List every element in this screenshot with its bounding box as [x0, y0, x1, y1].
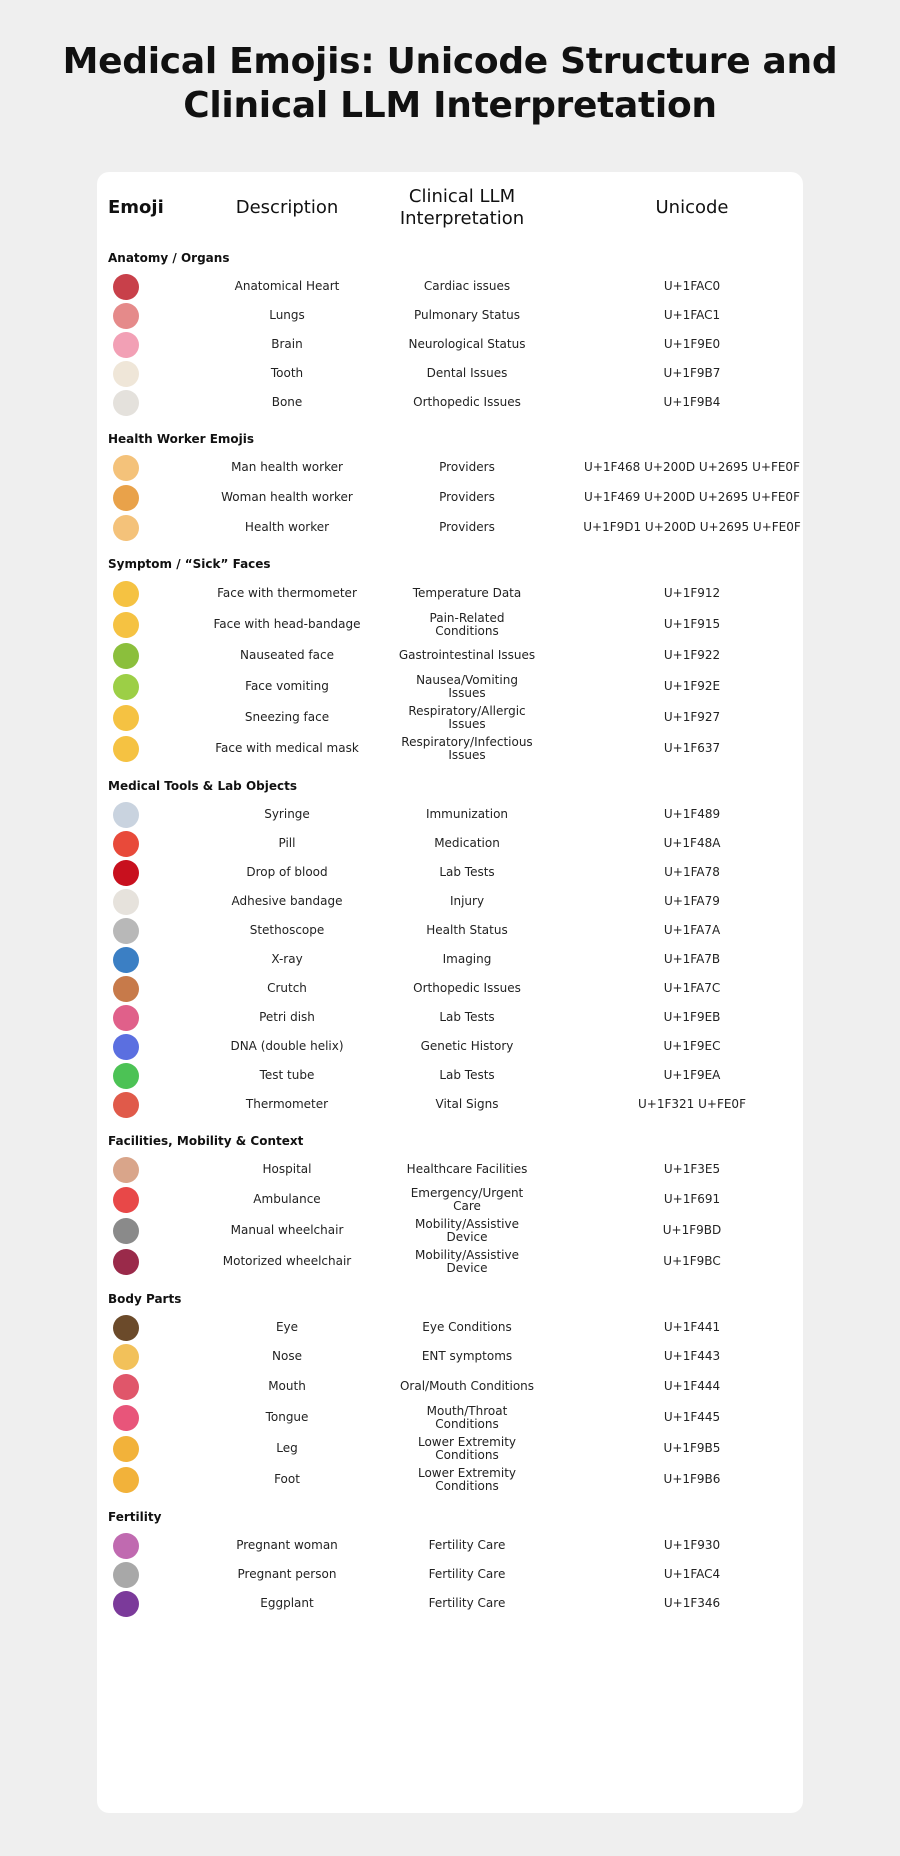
unicode-cell: U+1FA79: [664, 894, 720, 908]
emoji-cell: [111, 482, 141, 513]
unicode-cell: U+1F927: [663, 710, 721, 724]
unicode-cell: U+1F9B5: [663, 1441, 721, 1455]
interpretation-cell: Respiratory/Allergic Issues: [408, 703, 526, 731]
interpretation-cell: Emergency/Urgent Care: [410, 1185, 524, 1213]
emoji-cell: [111, 1061, 141, 1090]
interpretation-cell: Medication: [434, 836, 500, 850]
section-title: Medical Tools & Lab Objects: [108, 779, 297, 793]
health-worker-icon: [113, 515, 139, 541]
face-with-medical-mask-icon: [113, 736, 139, 762]
table-row: [97, 330, 803, 359]
motorized-wheelchair-icon: [113, 1249, 139, 1275]
section-title: Symptom / “Sick” Faces: [108, 557, 271, 571]
unicode-cell: U+1F443: [663, 1349, 721, 1363]
unicode-cell: U+1F92E: [663, 679, 721, 693]
emoji-cell: [111, 1313, 141, 1342]
unicode-cell: U+1F930: [663, 1538, 721, 1552]
unicode-cell: U+1FA7B: [663, 952, 721, 966]
emoji-cell: [111, 800, 141, 829]
unicode-cell: U+1F691: [663, 1192, 721, 1206]
manual-wheelchair-icon: [113, 1218, 139, 1244]
table-row: [97, 916, 803, 945]
interpretation-cell: Temperature Data: [412, 586, 522, 600]
face-vomiting-icon: [113, 674, 139, 700]
sneezing-face-icon: [113, 705, 139, 731]
interpretation-cell: Health Status: [426, 923, 508, 937]
emoji-cell: [111, 1371, 141, 1402]
emoji-cell: [111, 1184, 141, 1215]
description-cell: Hospital: [262, 1162, 312, 1176]
description-cell: Syringe: [264, 807, 310, 821]
eye-icon: [113, 1315, 139, 1341]
description-cell: Drop of blood: [246, 865, 328, 879]
crutch-icon: [113, 976, 139, 1002]
table-row: [97, 702, 803, 733]
description-cell: Eggplant: [260, 1596, 314, 1610]
description-cell: Manual wheelchair: [230, 1223, 344, 1237]
interpretation-cell: Healthcare Facilities: [406, 1162, 528, 1176]
description-cell: Thermometer: [245, 1097, 329, 1111]
interpretation-cell: Vital Signs: [435, 1097, 499, 1111]
unicode-cell: U+1F9E0: [663, 337, 721, 351]
interpretation-cell: Eye Conditions: [422, 1320, 512, 1334]
interpretation-cell: Orthopedic Issues: [413, 395, 521, 409]
description-cell: Leg: [276, 1441, 298, 1455]
foot-icon: [113, 1467, 139, 1493]
description-cell: X-ray: [271, 952, 303, 966]
unicode-cell: U+1F9B4: [663, 395, 721, 409]
interpretation-cell: Dental Issues: [426, 366, 508, 380]
emoji-cell: [111, 640, 141, 671]
table-row: [97, 829, 803, 858]
thermometer-icon: [113, 1092, 139, 1118]
table-row: [97, 301, 803, 330]
section-title: Anatomy / Organs: [108, 251, 230, 265]
interpretation-cell: Injury: [449, 894, 485, 908]
unicode-cell: U+1F441: [663, 1320, 721, 1334]
emoji-cell: [111, 1215, 141, 1246]
unicode-cell: U+1F9D1 U+200D U+2695 U+FE0F: [583, 520, 801, 534]
description-cell: Health worker: [244, 520, 330, 534]
face-with-head-bandage-icon: [113, 612, 139, 638]
petri-dish-icon: [113, 1005, 139, 1031]
face-with-thermometer-icon: [113, 581, 139, 607]
description-cell: Adhesive bandage: [231, 894, 343, 908]
emoji-cell: [111, 272, 141, 301]
man-health-worker-icon: [113, 455, 139, 481]
lungs-icon: [113, 303, 139, 329]
interpretation-cell: Fertility Care: [428, 1567, 506, 1581]
description-cell: Woman health worker: [221, 490, 353, 504]
table-row: [97, 1464, 803, 1495]
unicode-cell: U+1FA78: [664, 865, 720, 879]
description-cell: Stethoscope: [249, 923, 325, 937]
table-header: [97, 172, 803, 236]
unicode-cell: U+1F346: [663, 1596, 721, 1610]
table-row: [97, 1589, 803, 1618]
description-cell: Nose: [272, 1349, 302, 1363]
description-cell: Tooth: [270, 366, 304, 380]
interpretation-cell: Gastrointestinal Issues: [398, 648, 536, 662]
table-row: [97, 945, 803, 974]
interpretation-cell: Providers: [439, 520, 495, 534]
emoji-cell: [111, 330, 141, 359]
woman-health-worker-icon: [113, 485, 139, 511]
x-ray-icon: [113, 947, 139, 973]
table-row: [97, 1003, 803, 1032]
table-row: [97, 1061, 803, 1090]
unicode-cell: U+1F637: [663, 741, 721, 755]
emoji-cell: [111, 858, 141, 887]
interpretation-cell: Imaging: [442, 952, 492, 966]
interpretation-cell: Cardiac issues: [423, 279, 511, 293]
unicode-cell: U+1F912: [663, 586, 721, 600]
emoji-cell: [111, 733, 141, 764]
emoji-cell: [111, 916, 141, 945]
emoji-cell: [111, 609, 141, 640]
description-cell: Bone: [271, 395, 303, 409]
tongue-icon: [113, 1405, 139, 1431]
table-row: [97, 858, 803, 887]
page-title-line-1: Medical Emojis: Unicode Structure and: [62, 41, 838, 82]
emoji-cell: [111, 974, 141, 1003]
unicode-cell: U+1F915: [663, 617, 721, 631]
interpretation-cell: Fertility Care: [428, 1538, 506, 1552]
table-row: [97, 640, 803, 671]
unicode-cell: U+1F9EC: [663, 1039, 721, 1053]
table-row: [97, 887, 803, 916]
interpretation-cell: Immunization: [425, 807, 509, 821]
emoji-cell: [111, 1032, 141, 1061]
description-cell: Lungs: [269, 308, 305, 322]
interpretation-cell: Orthopedic Issues: [413, 981, 521, 995]
emoji-cell: [111, 359, 141, 388]
interpretation-cell: Providers: [439, 490, 495, 504]
table-row: [97, 272, 803, 301]
description-cell: Ambulance: [253, 1192, 321, 1206]
eggplant-icon: [113, 1591, 139, 1617]
unicode-cell: U+1FAC4: [663, 1567, 721, 1581]
nauseated-face-icon: [113, 643, 139, 669]
unicode-cell: U+1FA7C: [663, 981, 721, 995]
emoji-table: [97, 172, 803, 1813]
page-title-line-2: Clinical LLM Interpretation: [183, 85, 717, 126]
interpretation-cell: Mouth/Throat Conditions: [426, 1403, 508, 1431]
unicode-cell: U+1F9B7: [663, 366, 721, 380]
table-row: [97, 1184, 803, 1215]
unicode-cell: U+1F468 U+200D U+2695 U+FE0F: [584, 460, 800, 474]
hospital-icon: [113, 1157, 139, 1183]
description-cell: Pregnant person: [237, 1567, 337, 1581]
syringe-icon: [113, 802, 139, 828]
table-row: [97, 1246, 803, 1277]
interpretation-cell: Lower Extremity Conditions: [417, 1465, 517, 1493]
bone-icon: [113, 390, 139, 416]
unicode-cell: U+1F48A: [663, 836, 721, 850]
header-unicode: Unicode: [655, 197, 729, 218]
table-row: [97, 1402, 803, 1433]
table-row: [97, 974, 803, 1003]
emoji-cell: [111, 453, 141, 482]
unicode-cell: U+1F489: [663, 807, 721, 821]
table-row: [97, 609, 803, 640]
table-row: [97, 453, 803, 482]
emoji-cell: [111, 671, 141, 702]
ambulance-icon: [113, 1187, 139, 1213]
description-cell: Brain: [271, 337, 303, 351]
interpretation-cell: Neurological Status: [408, 337, 526, 351]
interpretation-cell: Lab Tests: [439, 865, 495, 879]
header-interpretation: Clinical LLM Interpretation: [399, 186, 525, 229]
unicode-cell: U+1F321 U+FE0F: [638, 1097, 746, 1111]
description-cell: Face with medical mask: [215, 741, 359, 755]
description-cell: Pill: [278, 836, 296, 850]
interpretation-cell: Fertility Care: [428, 1596, 506, 1610]
description-cell: Petri dish: [259, 1010, 315, 1024]
interpretation-cell: Pain-Related Conditions: [429, 610, 505, 638]
unicode-cell: U+1F3E5: [663, 1162, 721, 1176]
pregnant-person-icon: [113, 1562, 139, 1588]
emoji-cell: [111, 1464, 141, 1495]
emoji-cell: [111, 388, 141, 417]
description-cell: Sneezing face: [244, 710, 330, 724]
unicode-cell: U+1FAC0: [663, 279, 721, 293]
unicode-cell: U+1F9EB: [663, 1010, 721, 1024]
section-title: Fertility: [108, 1510, 162, 1524]
table-row: [97, 1433, 803, 1464]
table-row: [97, 1371, 803, 1402]
interpretation-cell: Respiratory/Infectious Issues: [401, 734, 533, 762]
brain-icon: [113, 332, 139, 358]
description-cell: Motorized wheelchair: [222, 1254, 352, 1268]
header-emoji: Emoji: [108, 197, 164, 218]
dna-icon: [113, 1034, 139, 1060]
unicode-cell: U+1F9EA: [663, 1068, 721, 1082]
section-title: Body Parts: [108, 1292, 182, 1306]
adhesive-bandage-icon: [113, 889, 139, 915]
table-row: [97, 578, 803, 609]
description-cell: Man health worker: [231, 460, 343, 474]
emoji-cell: [111, 1246, 141, 1277]
description-cell: Nauseated face: [239, 648, 334, 662]
emoji-cell: [111, 702, 141, 733]
table-row: [97, 482, 803, 513]
unicode-cell: U+1F469 U+200D U+2695 U+FE0F: [584, 490, 800, 504]
interpretation-cell: Mobility/Assistive Device: [415, 1247, 519, 1275]
interpretation-cell: Lower Extremity Conditions: [417, 1434, 517, 1462]
description-cell: Mouth: [268, 1379, 306, 1393]
unicode-cell: U+1FAC1: [663, 308, 721, 322]
test-tube-icon: [113, 1063, 139, 1089]
unicode-cell: U+1F9B6: [663, 1472, 721, 1486]
description-cell: Face vomiting: [245, 679, 329, 693]
table-row: [97, 513, 803, 542]
table-row: [97, 1155, 803, 1184]
unicode-cell: U+1F445: [663, 1410, 721, 1424]
section-title: Health Worker Emojis: [108, 432, 255, 446]
unicode-cell: U+1F444: [663, 1379, 721, 1393]
emoji-cell: [111, 945, 141, 974]
drop-of-blood-icon: [113, 860, 139, 886]
description-cell: Pregnant woman: [236, 1538, 338, 1552]
table-row: [97, 1090, 803, 1119]
page-title: [0, 40, 900, 128]
emoji-cell: [111, 1402, 141, 1433]
table-row: [97, 1342, 803, 1371]
table-row: [97, 1032, 803, 1061]
emoji-cell: [111, 1342, 141, 1371]
emoji-cell: [111, 578, 141, 609]
unicode-cell: U+1F922: [663, 648, 721, 662]
table-row: [97, 388, 803, 417]
table-row: [97, 671, 803, 702]
emoji-cell: [111, 301, 141, 330]
interpretation-cell: Mobility/Assistive Device: [415, 1216, 519, 1244]
nose-icon: [113, 1344, 139, 1370]
emoji-cell: [111, 513, 141, 542]
emoji-cell: [111, 887, 141, 916]
stethoscope-icon: [113, 918, 139, 944]
unicode-cell: U+1F9BC: [663, 1254, 721, 1268]
interpretation-cell: Providers: [439, 460, 495, 474]
header-description: Description: [235, 197, 339, 218]
interpretation-cell: Lab Tests: [439, 1068, 495, 1082]
description-cell: Face with head-bandage: [213, 617, 361, 631]
unicode-cell: U+1F9BD: [662, 1223, 722, 1237]
description-cell: Anatomical Heart: [234, 279, 340, 293]
interpretation-cell: Oral/Mouth Conditions: [399, 1379, 535, 1393]
description-cell: Foot: [274, 1472, 300, 1486]
emoji-cell: [111, 1155, 141, 1184]
anatomical-heart-icon: [113, 274, 139, 300]
description-cell: DNA (double helix): [230, 1039, 344, 1053]
emoji-cell: [111, 1589, 141, 1618]
leg-icon: [113, 1436, 139, 1462]
interpretation-cell: Nausea/Vomiting Issues: [416, 672, 518, 700]
tooth-icon: [113, 361, 139, 387]
description-cell: Tongue: [265, 1410, 309, 1424]
emoji-cell: [111, 1560, 141, 1589]
table-row: [97, 1215, 803, 1246]
table-row: [97, 1313, 803, 1342]
description-cell: Eye: [275, 1320, 299, 1334]
emoji-cell: [111, 1433, 141, 1464]
description-cell: Crutch: [267, 981, 307, 995]
emoji-cell: [111, 1003, 141, 1032]
interpretation-cell: ENT symptoms: [421, 1349, 513, 1363]
interpretation-cell: Lab Tests: [439, 1010, 495, 1024]
table-row: [97, 359, 803, 388]
pregnant-woman-icon: [113, 1533, 139, 1559]
mouth-icon: [113, 1374, 139, 1400]
emoji-cell: [111, 1090, 141, 1119]
emoji-cell: [111, 829, 141, 858]
table-row: [97, 733, 803, 764]
section-title: Facilities, Mobility & Context: [108, 1134, 304, 1148]
pill-icon: [113, 831, 139, 857]
table-row: [97, 1560, 803, 1589]
unicode-cell: U+1FA7A: [663, 923, 721, 937]
table-row: [97, 800, 803, 829]
interpretation-cell: Pulmonary Status: [413, 308, 521, 322]
interpretation-cell: Genetic History: [420, 1039, 514, 1053]
emoji-cell: [111, 1531, 141, 1560]
description-cell: Face with thermometer: [217, 586, 357, 600]
description-cell: Test tube: [259, 1068, 315, 1082]
table-row: [97, 1531, 803, 1560]
